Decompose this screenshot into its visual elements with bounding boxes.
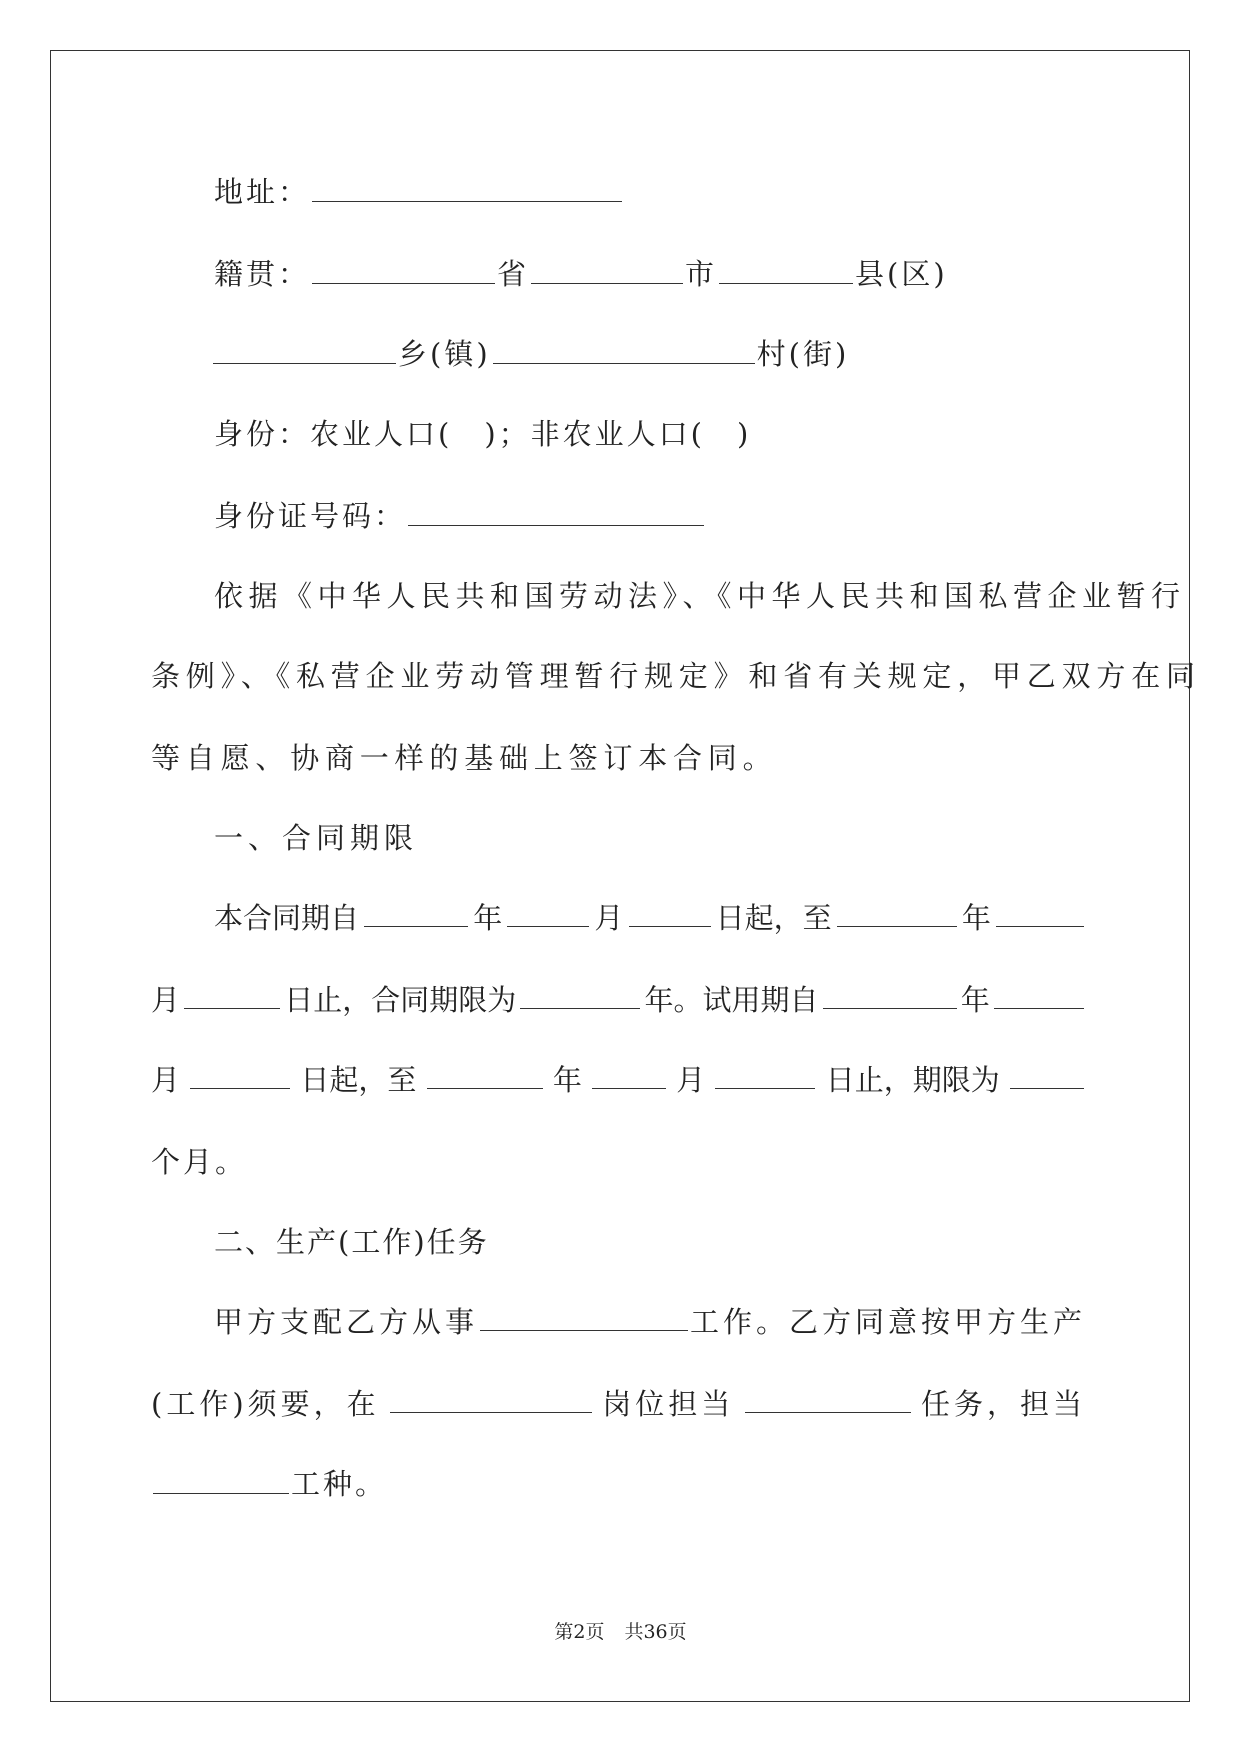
county-blank[interactable] bbox=[719, 255, 853, 284]
post-blank[interactable] bbox=[390, 1384, 592, 1413]
address-label: 地址： bbox=[214, 175, 311, 209]
task-text-6: 工种。 bbox=[291, 1467, 388, 1501]
year-label: 年 bbox=[473, 901, 503, 935]
year-label: 年 bbox=[552, 1063, 582, 1097]
county-label: 县(区) bbox=[855, 257, 948, 291]
city-blank[interactable] bbox=[531, 255, 683, 284]
task-text-1: 甲方支配乙方从事 bbox=[214, 1305, 479, 1339]
task-line-2 bbox=[151, 1384, 1086, 1424]
section-2-heading: 二、生产(工作)任务 bbox=[214, 1225, 489, 1259]
page-border bbox=[50, 50, 1190, 1702]
trial-months-blank[interactable] bbox=[1010, 1060, 1084, 1089]
village-blank[interactable] bbox=[493, 335, 755, 364]
term-line-1 bbox=[214, 898, 1086, 938]
start-month-blank[interactable] bbox=[507, 898, 589, 927]
month-label: 月 bbox=[676, 1063, 706, 1097]
township-line bbox=[211, 334, 849, 374]
trial-end-year-blank[interactable] bbox=[427, 1060, 543, 1089]
preamble-line-2: 条例》、《私营企业劳动管理暂行规定》和省有关规定，甲乙双方在同 bbox=[151, 659, 1201, 693]
term-years-blank[interactable] bbox=[520, 980, 640, 1009]
trial-period-label: 日止，期限为 bbox=[825, 1063, 1000, 1097]
trial-end-month-blank[interactable] bbox=[592, 1060, 666, 1089]
identity-nonagri: 非农业人口( ) bbox=[530, 417, 752, 451]
month-label: 月 bbox=[151, 983, 181, 1017]
township-blank[interactable] bbox=[213, 335, 396, 364]
end-year-blank[interactable] bbox=[837, 898, 957, 927]
job-type-blank[interactable] bbox=[153, 1465, 289, 1494]
village-label: 村(街) bbox=[756, 337, 850, 371]
address-line bbox=[214, 172, 624, 212]
duty-blank[interactable] bbox=[745, 1384, 911, 1413]
task-text-5: 任务，担当 bbox=[920, 1387, 1086, 1421]
section-1-heading: 一、合同期限 bbox=[214, 821, 419, 855]
province-label: 省 bbox=[497, 257, 530, 291]
year-label: 年 bbox=[960, 983, 990, 1017]
preamble-line-1: 依据《中华人民共和国劳动法》、《中华人民共和国私营企业暂行 bbox=[214, 579, 1186, 613]
term-line-2 bbox=[151, 980, 1086, 1020]
trial-start-year-blank[interactable] bbox=[823, 980, 957, 1009]
page-footer bbox=[0, 1620, 1241, 1644]
term-text-start: 本合同期自 bbox=[214, 901, 360, 935]
identity-line bbox=[214, 414, 751, 454]
work-content-blank[interactable] bbox=[480, 1302, 688, 1331]
task-text-3: (工作)须要，在 bbox=[151, 1387, 380, 1421]
total-pages: 共36页 bbox=[624, 1621, 687, 1643]
id-number-line bbox=[214, 496, 706, 536]
native-label: 籍贯： bbox=[214, 257, 311, 291]
term-line-3 bbox=[151, 1060, 1086, 1100]
month-label: 月 bbox=[594, 901, 624, 935]
task-text-4: 岗位担当 bbox=[602, 1387, 735, 1421]
end-day-blank[interactable] bbox=[184, 980, 280, 1009]
address-blank[interactable] bbox=[312, 173, 622, 202]
start-to-label: 日起，至 bbox=[715, 901, 832, 935]
task-line-1 bbox=[214, 1302, 1086, 1342]
task-text-2: 工作。乙方同意按甲方生产 bbox=[689, 1305, 1086, 1339]
township-label: 乡(镇) bbox=[398, 337, 491, 371]
trial-start-month-blank[interactable] bbox=[994, 980, 1084, 1009]
start-year-blank[interactable] bbox=[364, 898, 468, 927]
trial-start-day-blank[interactable] bbox=[190, 1060, 290, 1089]
trial-start-label: 年。试用期自 bbox=[644, 983, 819, 1017]
identity-label: 身份： bbox=[214, 417, 311, 451]
page-number: 第2页 bbox=[554, 1621, 605, 1643]
end-month-blank[interactable] bbox=[996, 898, 1084, 927]
term-line-4: 个月。 bbox=[151, 1145, 248, 1179]
task-line-3 bbox=[151, 1464, 387, 1504]
province-blank[interactable] bbox=[312, 255, 495, 284]
trial-end-day-blank[interactable] bbox=[715, 1060, 815, 1089]
preamble-line-3: 等自愿、协商一样的基础上签订本合同。 bbox=[151, 741, 778, 775]
year-label: 年 bbox=[961, 901, 991, 935]
city-label: 市 bbox=[685, 257, 718, 291]
native-place-line bbox=[214, 254, 948, 294]
id-number-blank[interactable] bbox=[408, 497, 704, 526]
start-day-blank[interactable] bbox=[629, 898, 711, 927]
trial-to-label: 日起，至 bbox=[300, 1063, 417, 1097]
month-label: 月 bbox=[151, 1063, 181, 1097]
identity-agri: 农业人口( )； bbox=[310, 417, 531, 451]
id-number-label: 身份证号码： bbox=[214, 499, 407, 533]
term-end-label: 日止，合同期限为 bbox=[284, 983, 517, 1017]
